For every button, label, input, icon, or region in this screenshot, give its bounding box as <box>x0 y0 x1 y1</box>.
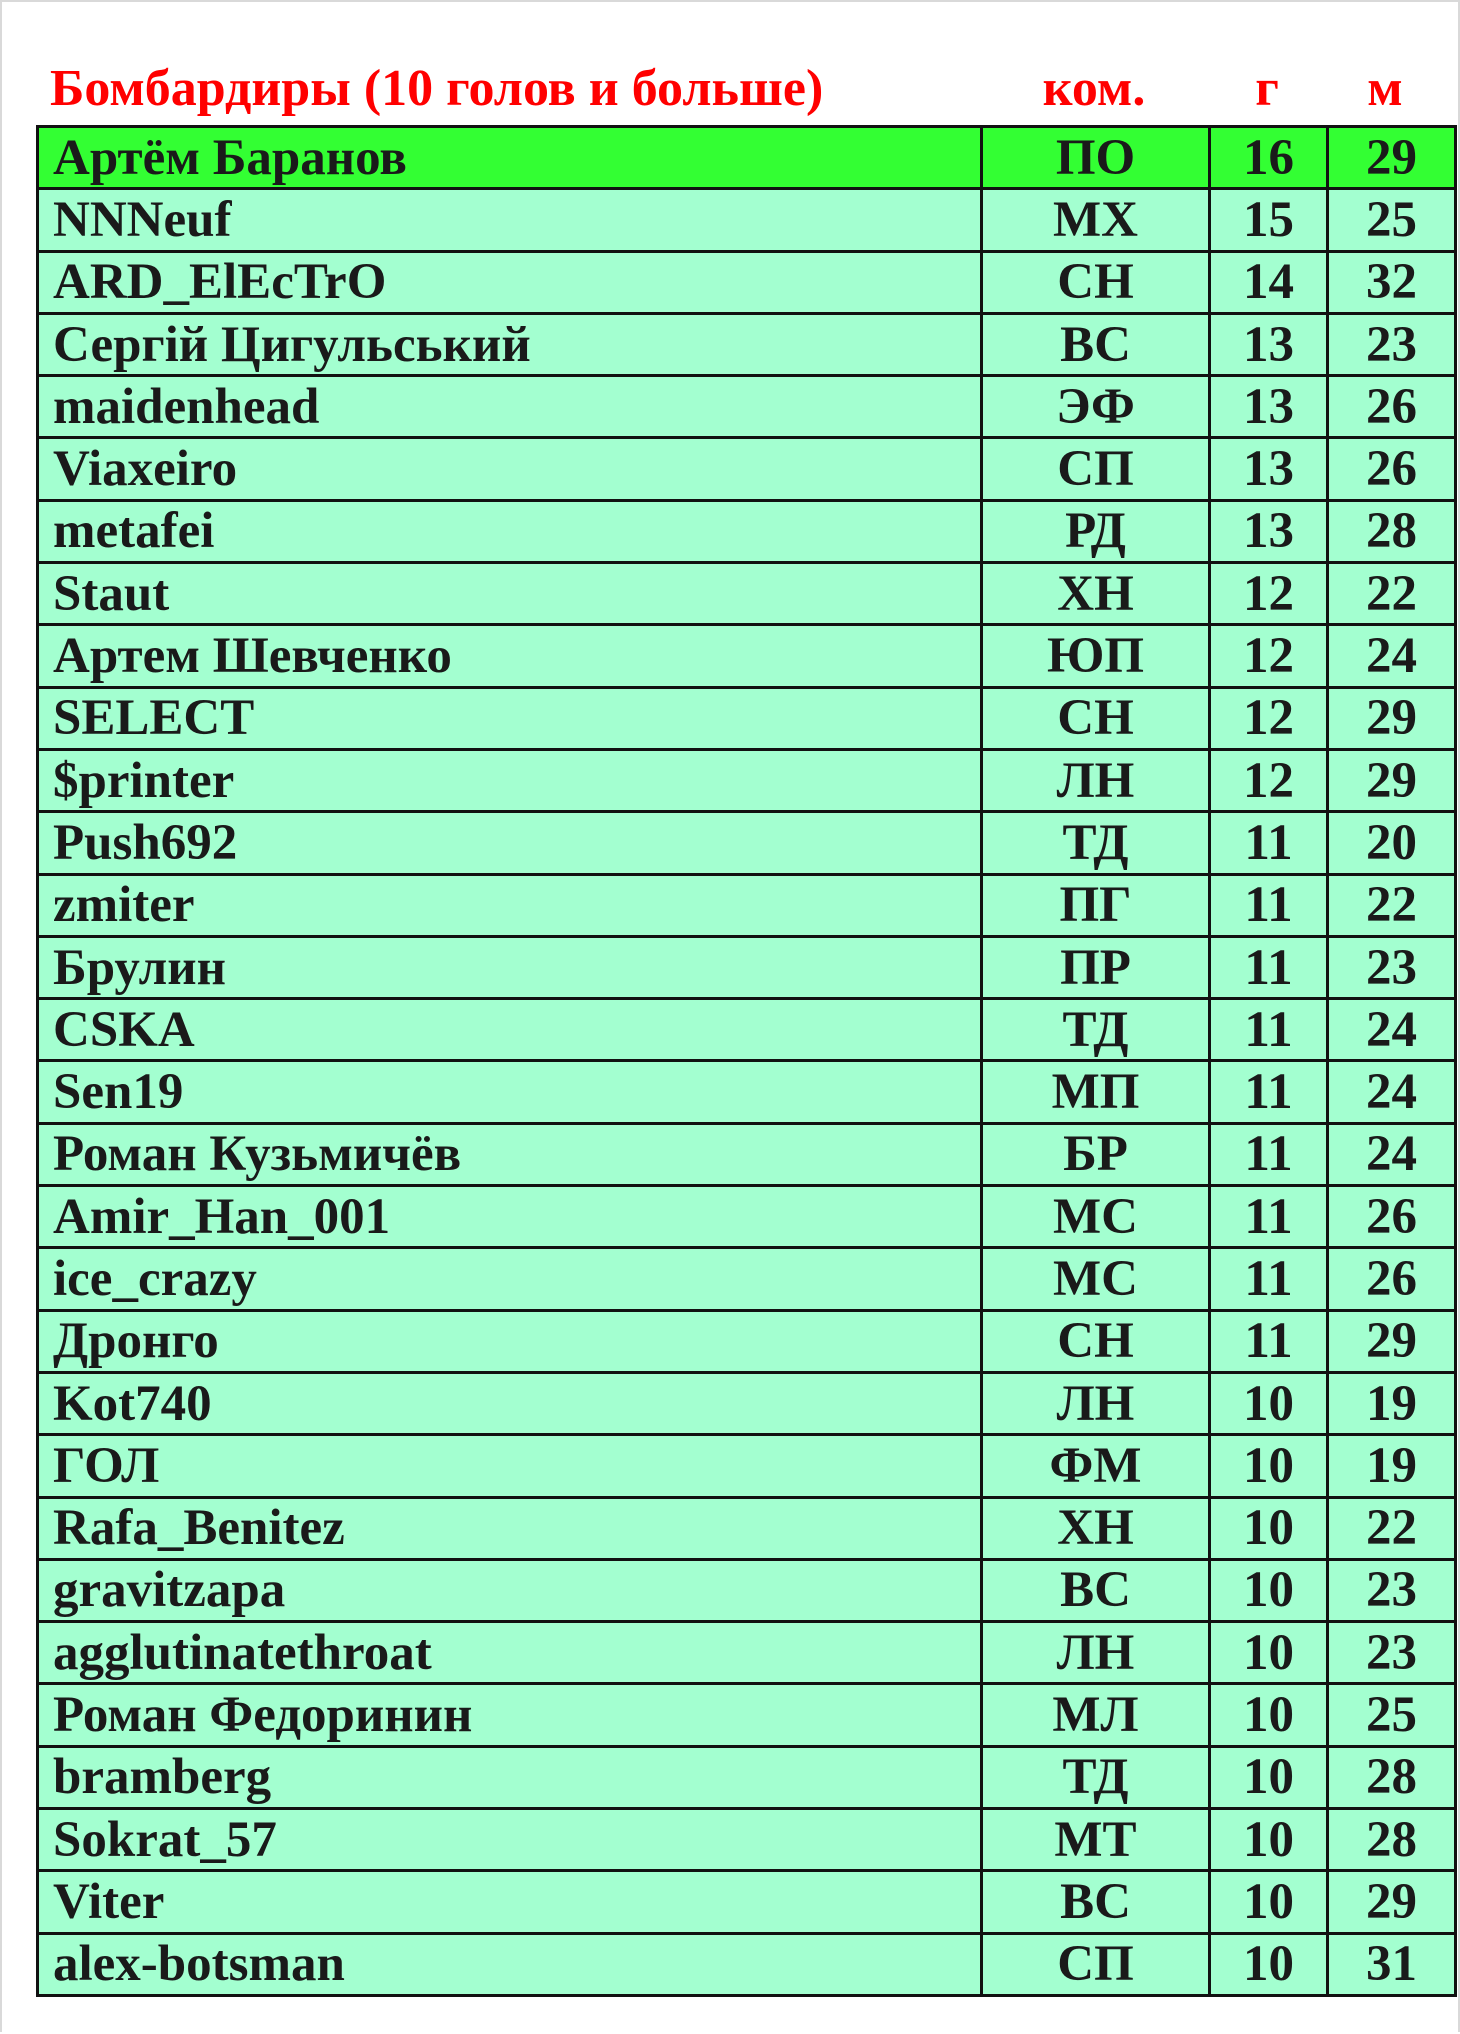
goals-count: 13 <box>1210 438 1328 500</box>
team-code: МП <box>982 1061 1210 1123</box>
scorers-table <box>36 125 1457 1997</box>
table-header <box>0 56 1460 122</box>
player-name: Viter <box>38 1871 982 1933</box>
matches-count: 28 <box>1328 1809 1456 1871</box>
matches-count: 32 <box>1328 251 1456 313</box>
table-row <box>38 936 1456 998</box>
table-row <box>38 812 1456 874</box>
table-row <box>38 1684 1456 1746</box>
player-name: Amir_Han_001 <box>38 1186 982 1248</box>
team-code: ЛН <box>982 1372 1210 1434</box>
goals-count: 11 <box>1210 1248 1328 1310</box>
matches-count: 23 <box>1328 1622 1456 1684</box>
goals-count: 12 <box>1210 625 1328 687</box>
player-name: Sen19 <box>38 1061 982 1123</box>
matches-count: 26 <box>1328 1248 1456 1310</box>
team-code: БР <box>982 1123 1210 1185</box>
player-name: agglutinatethroat <box>38 1622 982 1684</box>
team-code: ЛН <box>982 1622 1210 1684</box>
goals-count: 11 <box>1210 999 1328 1061</box>
goals-count: 16 <box>1210 127 1328 189</box>
team-code: ЛН <box>982 749 1210 811</box>
matches-count: 23 <box>1328 936 1456 998</box>
goals-count: 12 <box>1210 563 1328 625</box>
team-code: СН <box>982 1310 1210 1372</box>
goals-count: 14 <box>1210 251 1328 313</box>
player-name: Sokrat_57 <box>38 1809 982 1871</box>
player-name: NNNeuf <box>38 189 982 251</box>
team-code: РД <box>982 500 1210 562</box>
player-name: Дронго <box>38 1310 982 1372</box>
goals-count: 11 <box>1210 812 1328 874</box>
goals-count: 12 <box>1210 687 1328 749</box>
goals-count: 10 <box>1210 1559 1328 1621</box>
matches-column-header: м <box>1367 60 1403 117</box>
player-name: Staut <box>38 563 982 625</box>
team-code: ТД <box>982 812 1210 874</box>
matches-count: 26 <box>1328 1186 1456 1248</box>
goals-count: 11 <box>1210 874 1328 936</box>
goals-count: 13 <box>1210 500 1328 562</box>
matches-count: 19 <box>1328 1435 1456 1497</box>
team-code: ПР <box>982 936 1210 998</box>
table-row <box>38 438 1456 500</box>
goals-count: 10 <box>1210 1933 1328 1995</box>
player-name: CSKA <box>38 999 982 1061</box>
table-row <box>38 189 1456 251</box>
player-name: $printer <box>38 749 982 811</box>
table-row <box>38 999 1456 1061</box>
table-row <box>38 1372 1456 1434</box>
goals-count: 10 <box>1210 1746 1328 1808</box>
table-row <box>38 1871 1456 1933</box>
table-row <box>38 1746 1456 1808</box>
table-row <box>38 1622 1456 1684</box>
table-row <box>38 1559 1456 1621</box>
table-row <box>38 1809 1456 1871</box>
matches-count: 24 <box>1328 1061 1456 1123</box>
matches-count: 29 <box>1328 127 1456 189</box>
team-code: ПГ <box>982 874 1210 936</box>
goals-count: 10 <box>1210 1871 1328 1933</box>
table-row <box>38 874 1456 936</box>
player-name: gravitzapa <box>38 1559 982 1621</box>
player-name: alex-botsman <box>38 1933 982 1995</box>
table-row <box>38 376 1456 438</box>
player-name: Роман Кузьмичёв <box>38 1123 982 1185</box>
table-row <box>38 251 1456 313</box>
player-name: ice_crazy <box>38 1248 982 1310</box>
goals-count: 13 <box>1210 313 1328 375</box>
team-code: СН <box>982 251 1210 313</box>
team-code: СП <box>982 438 1210 500</box>
player-name: Rafa_Benitez <box>38 1497 982 1559</box>
player-name: bramberg <box>38 1746 982 1808</box>
table-row <box>38 313 1456 375</box>
matches-count: 28 <box>1328 1746 1456 1808</box>
goals-count: 10 <box>1210 1372 1328 1434</box>
matches-count: 25 <box>1328 1684 1456 1746</box>
player-name: Push692 <box>38 812 982 874</box>
goals-count: 11 <box>1210 1123 1328 1185</box>
goals-count: 11 <box>1210 936 1328 998</box>
table-row <box>38 1435 1456 1497</box>
goals-column-header: г <box>1255 60 1279 117</box>
matches-count: 26 <box>1328 438 1456 500</box>
player-name: Артем Шевченко <box>38 625 982 687</box>
matches-count: 22 <box>1328 1497 1456 1559</box>
team-code: ЮП <box>982 625 1210 687</box>
team-code: МТ <box>982 1809 1210 1871</box>
team-code: СН <box>982 687 1210 749</box>
table-row <box>38 687 1456 749</box>
goals-count: 10 <box>1210 1435 1328 1497</box>
table-row <box>38 1933 1456 1995</box>
player-name: ARD_ElEcTrO <box>38 251 982 313</box>
team-code: МС <box>982 1248 1210 1310</box>
goals-count: 11 <box>1210 1310 1328 1372</box>
matches-count: 29 <box>1328 749 1456 811</box>
player-name: Роман Федоринин <box>38 1684 982 1746</box>
table-row <box>38 625 1456 687</box>
table-row <box>38 1061 1456 1123</box>
team-code: ТД <box>982 999 1210 1061</box>
matches-count: 19 <box>1328 1372 1456 1434</box>
team-code: ЭФ <box>982 376 1210 438</box>
team-code: ВС <box>982 313 1210 375</box>
team-code: ФМ <box>982 1435 1210 1497</box>
scorers-table-body <box>38 127 1456 1996</box>
matches-count: 23 <box>1328 313 1456 375</box>
matches-count: 24 <box>1328 1123 1456 1185</box>
team-code: ТД <box>982 1746 1210 1808</box>
goals-count: 11 <box>1210 1061 1328 1123</box>
matches-count: 24 <box>1328 625 1456 687</box>
matches-count: 26 <box>1328 376 1456 438</box>
table-row <box>38 1310 1456 1372</box>
player-name: SELECT <box>38 687 982 749</box>
matches-count: 29 <box>1328 1871 1456 1933</box>
player-name: Kot740 <box>38 1372 982 1434</box>
team-code: МС <box>982 1186 1210 1248</box>
player-name: Брулин <box>38 936 982 998</box>
player-name: Viaxeiro <box>38 438 982 500</box>
goals-count: 15 <box>1210 189 1328 251</box>
team-code: ПО <box>982 127 1210 189</box>
player-name: zmiter <box>38 874 982 936</box>
table-row <box>38 563 1456 625</box>
table-row <box>38 127 1456 189</box>
team-code: ВС <box>982 1559 1210 1621</box>
goals-count: 10 <box>1210 1684 1328 1746</box>
team-code: МХ <box>982 189 1210 251</box>
table-row <box>38 1123 1456 1185</box>
matches-count: 22 <box>1328 874 1456 936</box>
team-column-header: ком. <box>1042 60 1146 117</box>
goals-count: 10 <box>1210 1497 1328 1559</box>
matches-count: 23 <box>1328 1559 1456 1621</box>
goals-count: 10 <box>1210 1809 1328 1871</box>
team-code: ХН <box>982 1497 1210 1559</box>
player-name: metafei <box>38 500 982 562</box>
table-row <box>38 1497 1456 1559</box>
team-code: ХН <box>982 563 1210 625</box>
table-title: Бомбардиры (10 голов и больше) <box>50 60 824 117</box>
team-code: ВС <box>982 1871 1210 1933</box>
matches-count: 25 <box>1328 189 1456 251</box>
matches-count: 28 <box>1328 500 1456 562</box>
matches-count: 22 <box>1328 563 1456 625</box>
matches-count: 24 <box>1328 999 1456 1061</box>
goals-count: 11 <box>1210 1186 1328 1248</box>
goals-count: 12 <box>1210 749 1328 811</box>
team-code: МЛ <box>982 1684 1210 1746</box>
player-name: Артём Баранов <box>38 127 982 189</box>
goals-count: 13 <box>1210 376 1328 438</box>
matches-count: 31 <box>1328 1933 1456 1995</box>
goals-count: 10 <box>1210 1622 1328 1684</box>
table-row <box>38 500 1456 562</box>
matches-count: 29 <box>1328 687 1456 749</box>
player-name: Сергій Цигульський <box>38 313 982 375</box>
player-name: maidenhead <box>38 376 982 438</box>
table-row <box>38 1186 1456 1248</box>
table-row <box>38 1248 1456 1310</box>
matches-count: 29 <box>1328 1310 1456 1372</box>
player-name: ГОЛ <box>38 1435 982 1497</box>
team-code: СП <box>982 1933 1210 1995</box>
table-row <box>38 749 1456 811</box>
matches-count: 20 <box>1328 812 1456 874</box>
